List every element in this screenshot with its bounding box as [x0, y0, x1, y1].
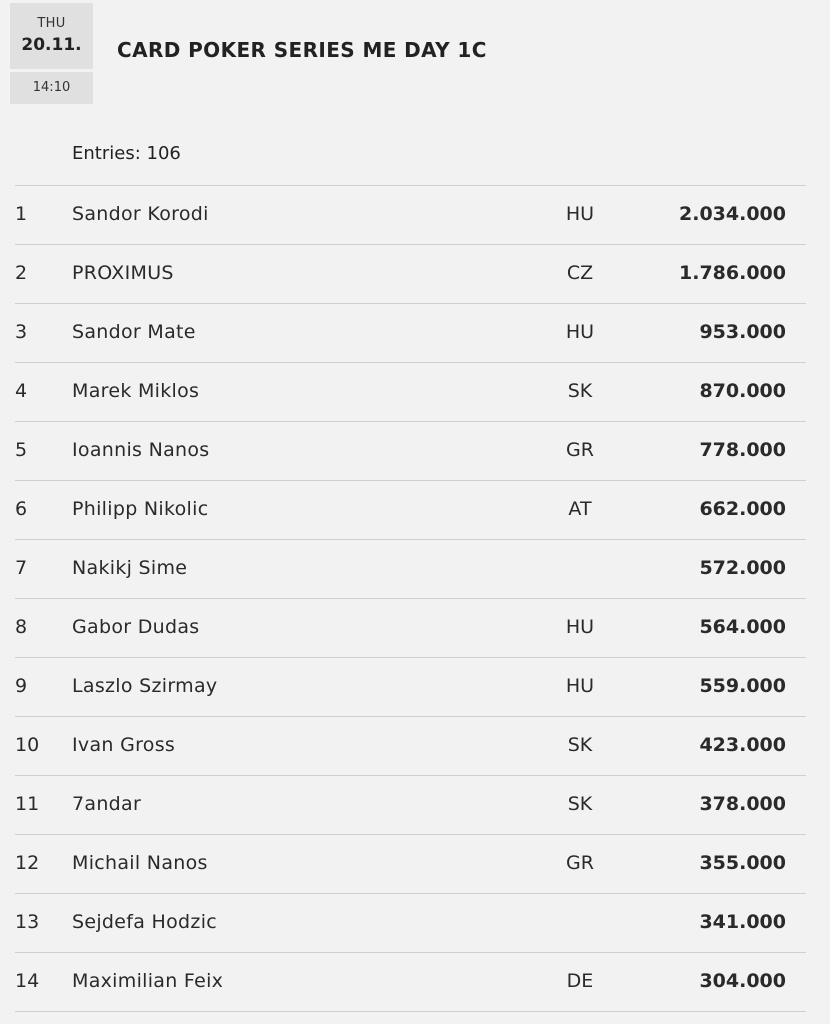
country-cell: CZ [566, 262, 594, 284]
chip-count-cell: 572.000 [699, 557, 786, 579]
country-cell: HU [565, 321, 595, 343]
chip-count-cell: 304.000 [699, 970, 786, 992]
rank-cell: 3 [15, 321, 28, 343]
entries-count: 106 [146, 143, 181, 164]
player-name-cell: Ioannis Nanos [72, 439, 210, 461]
event-time: 14:10 [10, 72, 93, 104]
rank-cell: 5 [15, 439, 28, 461]
player-name-cell: 7andar [72, 793, 142, 815]
country-cell: GR [566, 852, 594, 874]
chip-count-cell: 341.000 [699, 911, 786, 933]
country-cell: SK [567, 793, 593, 815]
chip-count-cell: 778.000 [699, 439, 786, 461]
entries-summary [72, 143, 181, 164]
results-table [15, 185, 806, 1012]
chip-count-cell: 564.000 [699, 616, 786, 638]
chip-count-cell: 953.000 [699, 321, 786, 343]
table-row [15, 599, 806, 658]
player-name-cell: Maximilian Feix [72, 970, 224, 992]
rank-cell: 4 [15, 380, 28, 402]
rank-cell: 6 [15, 498, 28, 520]
chip-count-cell: 378.000 [699, 793, 786, 815]
table-row [15, 540, 806, 599]
table-row [15, 894, 806, 953]
table-row [15, 835, 806, 894]
chip-count-cell: 662.000 [699, 498, 786, 520]
player-name-cell: Sejdefa Hodzic [72, 911, 218, 933]
rank-cell: 2 [15, 262, 28, 284]
chip-count-cell: 559.000 [699, 675, 786, 697]
rank-cell: 7 [15, 557, 28, 579]
event-title[interactable]: CARD POKER SERIES ME DAY 1C [117, 38, 487, 62]
event-date-panel [10, 3, 93, 69]
chip-count-cell: 423.000 [699, 734, 786, 756]
table-row [15, 953, 806, 1012]
player-name-cell: Sandor Korodi [72, 203, 209, 225]
player-name-cell: Ivan Gross [72, 734, 176, 756]
player-name-cell: PROXIMUS [72, 262, 174, 284]
rank-cell: 11 [15, 793, 40, 815]
table-row [15, 658, 806, 717]
event-date-box [10, 3, 93, 104]
table-row [15, 304, 806, 363]
rank-cell: 1 [15, 203, 28, 225]
rank-cell: 14 [15, 970, 40, 992]
event-day-of-week: THU [37, 16, 66, 31]
rank-cell: 8 [15, 616, 28, 638]
chip-count-cell: 870.000 [699, 380, 786, 402]
player-name-cell: Gabor Dudas [72, 616, 200, 638]
player-name-cell: Laszlo Szirmay [72, 675, 218, 697]
rank-cell: 10 [15, 734, 40, 756]
event-date: 20.11. [21, 35, 82, 55]
rank-cell: 12 [15, 852, 40, 874]
player-name-cell: Nakikj Sime [72, 557, 188, 579]
country-cell: HU [565, 203, 595, 225]
player-name-cell: Marek Miklos [72, 380, 200, 402]
chip-count-cell: 2.034.000 [679, 203, 786, 225]
table-row [15, 776, 806, 835]
country-cell: SK [567, 380, 593, 402]
table-row [15, 363, 806, 422]
chip-count-cell: 355.000 [699, 852, 786, 874]
table-row [15, 422, 806, 481]
entries-label: Entries: [72, 143, 141, 164]
country-cell: DE [566, 970, 594, 992]
rank-cell: 13 [15, 911, 40, 933]
country-cell: HU [565, 675, 595, 697]
country-cell: SK [567, 734, 593, 756]
table-row [15, 481, 806, 540]
country-cell: AT [568, 498, 592, 520]
country-cell: HU [565, 616, 595, 638]
player-name-cell: Michail Nanos [72, 852, 208, 874]
table-row [15, 245, 806, 304]
chip-count-cell: 1.786.000 [679, 262, 786, 284]
player-name-cell: Philipp Nikolic [72, 498, 209, 520]
table-row [15, 186, 806, 245]
country-cell: GR [566, 439, 594, 461]
player-name-cell: Sandor Mate [72, 321, 196, 343]
table-row [15, 717, 806, 776]
rank-cell: 9 [15, 675, 28, 697]
